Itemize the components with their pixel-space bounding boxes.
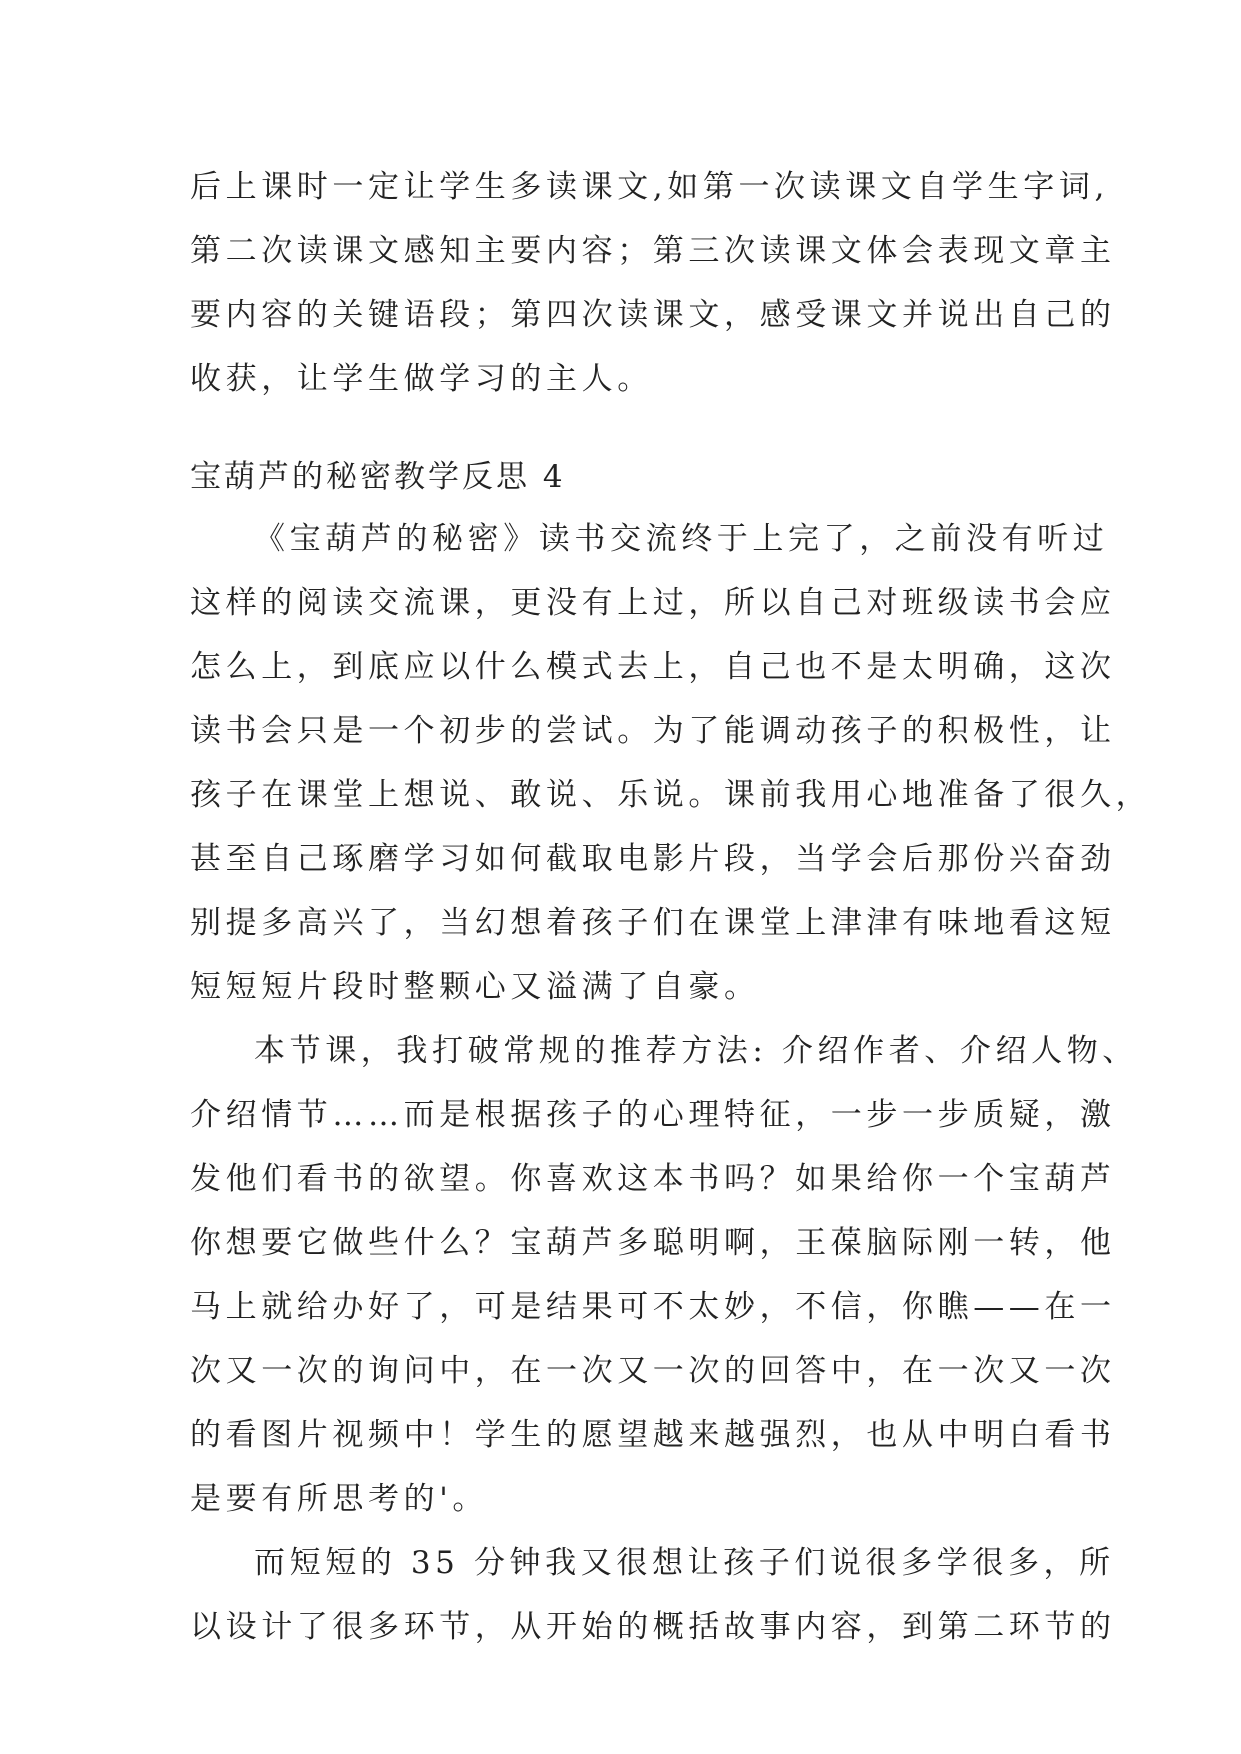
- text-line: 怎么上，到底应以什么模式去上，自己也不是太明确，这次: [190, 649, 1116, 685]
- text-line: 《宝葫芦的秘密》读书交流终于上完了，之前没有听过: [254, 521, 1109, 557]
- text-line: 本节课，我打破常规的推荐方法: 介绍作者、介绍人物、: [254, 1033, 1138, 1069]
- text-line: 次又一次的询问中，在一次又一次的回答中，在一次又一次: [190, 1353, 1116, 1389]
- text-line: 别提多高兴了，当幻想着孩子们在课堂上津津有味地看这短: [190, 905, 1116, 941]
- text-line: 这样的阅读交流课，更没有上过，所以自己对班级读书会应: [190, 585, 1116, 621]
- text-line: 发他们看书的欲望。你喜欢这本书吗？如果给你一个宝葫芦: [190, 1161, 1116, 1197]
- text-line: 后上课时一定让学生多读课文,如第一次读课文自学生字词,: [190, 169, 1109, 205]
- text-line: 是要有所思考的'。: [190, 1481, 488, 1517]
- paragraph-1: [190, 507, 1152, 1019]
- section-title: 宝葫芦的秘密教学反思 4: [190, 459, 566, 495]
- text-line: 读书会只是一个初步的尝试。为了能调动孩子的积极性，让: [190, 713, 1116, 749]
- text-line: 而短短的 35 分钟我又很想让孩子们说很多学很多，所: [254, 1545, 1115, 1581]
- text-line: 短短短片段时整颗心又溢满了自豪。: [190, 969, 760, 1005]
- text-line: 你想要它做些什么？宝葫芦多聪明啊，王葆脑际刚一转，他: [190, 1225, 1116, 1261]
- text-line: 第二次读课文感知主要内容；第三次读课文体会表现文章主: [190, 233, 1116, 269]
- paragraph-2: [190, 1019, 1138, 1531]
- text-line: 要内容的关键语段；第四次读课文，感受课文并说出自己的: [190, 297, 1116, 333]
- text-line: 以设计了很多环节，从开始的概括故事内容，到第二环节的: [190, 1609, 1116, 1645]
- paragraph-3: [190, 1531, 1116, 1659]
- text-line: 马上就给办好了，可是结果可不太妙，不信，你瞧——在一: [190, 1289, 1116, 1325]
- text-line: 收获，让学生做学习的主人。: [190, 361, 653, 397]
- paragraph-continued: [190, 155, 1116, 411]
- text-line: 介绍情节……而是根据孩子的心理特征，一步一步质疑，激: [190, 1097, 1116, 1133]
- text-line: 甚至自己琢磨学习如何截取电影片段，当学会后那份兴奋劲: [190, 841, 1116, 877]
- text-line: 孩子在课堂上想说、敢说、乐说。课前我用心地准备了很久，: [190, 777, 1152, 813]
- text-line: 的看图片视频中！学生的愿望越来越强烈，也从中明白看书: [190, 1417, 1116, 1453]
